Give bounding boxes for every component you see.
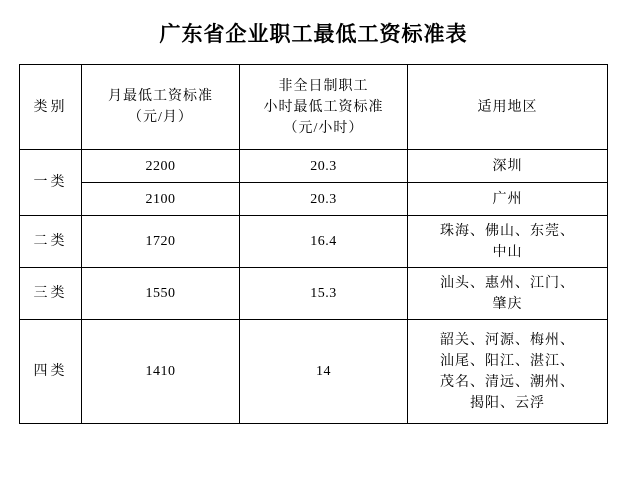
hourly-cell-2: 16.4: [240, 216, 408, 268]
table-header-row: [20, 65, 608, 150]
monthly-cell-3: 1550: [82, 268, 240, 320]
area-line: 汕头、惠州、江门、: [440, 275, 575, 291]
table-row: [20, 183, 608, 216]
monthly-cell-1-2: 2100: [82, 183, 240, 216]
header-hourly-line-3: （元/小时）: [283, 120, 364, 136]
category-cell-1: 一类: [20, 150, 82, 216]
header-monthly-line-1: 月最低工资标准: [108, 89, 213, 104]
header-hourly-line-1: 非全日制职工: [278, 78, 369, 94]
header-category: 类别: [20, 65, 82, 150]
header-hourly-line-2: 小时最低工资标准: [263, 99, 384, 115]
category-cell-3: 三类: [20, 268, 82, 320]
area-line: 汕尾、阳江、湛江、: [440, 353, 575, 369]
header-monthly: [82, 65, 240, 150]
area-line: 肇庆: [492, 296, 523, 312]
monthly-cell-2: 1720: [82, 216, 240, 268]
area-line: 中山: [492, 244, 523, 260]
header-area: 适用地区: [408, 65, 608, 150]
hourly-cell-1-1: 20.3: [240, 150, 408, 183]
header-monthly-line-2: （元/月）: [128, 110, 193, 125]
area-cell-2: [408, 216, 608, 268]
table-row: [20, 150, 608, 183]
page-title: 广东省企业职工最低工资标准表: [159, 23, 468, 46]
hourly-cell-4: 14: [240, 320, 408, 424]
hourly-cell-3: 15.3: [240, 268, 408, 320]
area-line: 茂名、清远、潮州、: [440, 374, 575, 390]
area-line: 揭阳、云浮: [470, 395, 545, 411]
area-cell-1-1: 深圳: [408, 150, 608, 183]
area-line: 韶关、河源、梅州、: [440, 332, 575, 348]
area-cell-3: [408, 268, 608, 320]
category-cell-2: 二类: [20, 216, 82, 268]
monthly-cell-4: 1410: [82, 320, 240, 424]
table-row: [20, 216, 608, 268]
minimum-wage-table: [19, 64, 608, 424]
table-row: [20, 268, 608, 320]
hourly-cell-1-2: 20.3: [240, 183, 408, 216]
table-row: [20, 320, 608, 424]
area-cell-4: [408, 320, 608, 424]
area-line: 珠海、佛山、东莞、: [440, 223, 575, 239]
category-cell-4: 四类: [20, 320, 82, 424]
monthly-cell-1-1: 2200: [82, 150, 240, 183]
area-cell-1-2: 广州: [408, 183, 608, 216]
header-hourly: [240, 65, 408, 150]
